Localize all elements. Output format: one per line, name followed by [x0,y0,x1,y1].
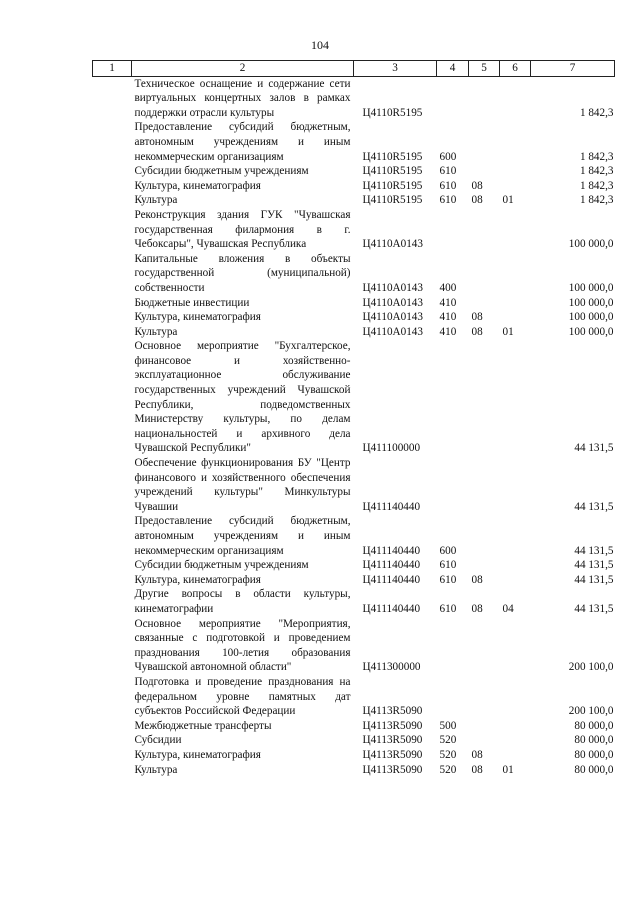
table-row [93,310,615,325]
row-name-cell: Культура [134,194,178,207]
row-name-cell: Культура [134,325,178,338]
row-name-cell: Капитальные вложения в объекты государственной (муниципальной) собственности [134,252,351,294]
row-amount-cell: 100 000,0 [568,311,614,324]
row-name-cell: Субсидии бюджетным учреждениям [134,165,309,178]
column-header: 3 [354,61,437,77]
row-subsection-cell [500,733,531,748]
row-section-cell: 08 [471,194,483,207]
table-row [93,514,615,558]
row-number-cell [93,193,132,208]
row-expense-type-cell: 610 [439,165,457,178]
table-header-row [93,61,615,77]
row-code-cell: Ц4110А0143 [362,296,423,309]
row-expense-type-cell [437,208,469,252]
row-code-cell: Ц4113R5090 [362,763,423,776]
table-row [93,120,615,164]
row-number-cell [93,164,132,179]
row-number-cell [93,296,132,311]
row-amount-cell: 80 000,0 [574,719,614,732]
row-section-cell: 08 [471,573,483,586]
row-number-cell [93,587,132,616]
row-code-cell: Ц4110А0143 [362,281,423,294]
table-row [93,763,615,778]
table-row [93,748,615,763]
row-code-cell: Ц411140440 [362,559,421,572]
row-amount-cell: 100 000,0 [568,325,614,338]
row-subsection-cell [500,208,531,252]
row-name-cell: Обеспечение функционирования БУ "Центр финансового и хозяйственного обеспечения учреждений культуры" Минкультуры Чувашии [134,457,351,513]
row-subsection-cell [500,339,531,456]
row-expense-type-cell [437,617,469,675]
column-header: 2 [132,61,354,77]
row-amount-cell: 1 842,3 [579,179,614,192]
row-number-cell [93,252,132,296]
row-subsection-cell [500,558,531,573]
row-code-cell: Ц4113R5090 [362,705,423,718]
row-name-cell: Другие вопросы в области культуры, кинематографии [134,588,351,615]
row-section-cell: 08 [471,763,483,776]
row-number-cell [93,208,132,252]
row-expense-type-cell: 500 [439,719,457,732]
row-amount-cell: 44 131,5 [574,573,614,586]
row-code-cell: Ц411140440 [362,544,421,557]
row-name-cell: Культура, кинематография [134,573,261,586]
row-section-cell [469,719,500,734]
row-code-cell: Ц4110А0143 [362,311,423,324]
row-code-cell: Ц4110R5195 [362,179,423,192]
row-code-cell: Ц4110R5195 [362,150,423,163]
row-number-cell [93,514,132,558]
row-code-cell: Ц4113R5090 [362,734,423,747]
row-name-cell: Культура, кинематография [134,179,261,192]
row-code-cell: Ц4110R5195 [362,194,423,207]
row-subsection-cell [500,252,531,296]
row-expense-type-cell: 610 [439,179,457,192]
table-row [93,325,615,340]
row-code-cell: Ц4113R5090 [362,719,423,732]
row-section-cell [469,339,500,456]
table-row [93,193,615,208]
row-code-cell: Ц411140440 [362,573,421,586]
row-subsection-cell: 01 [502,763,514,776]
row-name-cell: Культура, кинематография [134,748,261,761]
row-subsection-cell [500,456,531,514]
row-subsection-cell: 01 [502,325,514,338]
row-number-cell [93,675,132,719]
row-subsection-cell: 04 [502,602,514,615]
row-name-cell: Техническое оснащение и содержание сети виртуальных концертных залов в рамках поддержки отрасли культуры [134,77,351,119]
row-number-cell [93,748,132,763]
row-amount-cell: 1 842,3 [579,194,614,207]
row-code-cell: Ц4110А0143 [362,325,423,338]
table-row [93,164,615,179]
row-subsection-cell [500,120,531,164]
row-code-cell: Ц4110R5195 [362,106,423,119]
row-subsection-cell [500,179,531,194]
row-expense-type-cell: 610 [439,573,457,586]
row-expense-type-cell: 410 [439,325,457,338]
row-section-cell: 08 [471,311,483,324]
table-row [93,208,615,252]
row-subsection-cell [500,310,531,325]
row-amount-cell: 100 000,0 [568,281,614,294]
row-name-cell: Основное мероприятие "Мероприятия, связанные с подготовкой и проведением празднования 100-летия образования Чувашской автономной области" [134,617,351,674]
row-subsection-cell [500,164,531,179]
table-row [93,558,615,573]
row-code-cell: Ц411140440 [362,500,421,513]
row-name-cell: Подготовка и проведение празднования на федеральном уровне памятных дат субъектов Российской Федерации [134,675,351,718]
row-subsection-cell [500,617,531,675]
row-amount-cell: 80 000,0 [574,734,614,747]
row-section-cell [469,675,500,719]
row-expense-type-cell [437,339,469,456]
column-header: 5 [469,61,500,77]
row-expense-type-cell: 520 [439,748,457,761]
row-amount-cell: 200 100,0 [568,705,614,718]
table-row [93,296,615,311]
row-number-cell [93,719,132,734]
budget-table [92,60,615,777]
row-expense-type-cell: 410 [439,296,457,309]
row-section-cell: 08 [471,748,483,761]
row-section-cell: 08 [471,602,483,615]
row-name-cell: Бюджетные инвестиции [134,296,250,309]
row-section-cell [469,617,500,675]
row-expense-type-cell: 610 [439,194,457,207]
table-row [93,719,615,734]
row-amount-cell: 100 000,0 [568,238,614,251]
row-subsection-cell: 01 [502,194,514,207]
row-number-cell [93,120,132,164]
row-number-cell [93,558,132,573]
row-amount-cell: 44 131,5 [574,442,614,455]
row-code-cell: Ц4110R5195 [362,165,423,178]
row-expense-type-cell: 400 [439,281,457,294]
row-subsection-cell [500,675,531,719]
table-row [93,587,615,616]
row-section-cell: 08 [471,179,483,192]
row-name-cell: Предоставление субсидий бюджетным, автономным учреждениям и иным некоммерческим организациям [134,515,351,557]
column-header: 6 [500,61,531,77]
row-amount-cell: 44 131,5 [574,544,614,557]
row-name-cell: Культура, кинематография [134,311,261,324]
row-amount-cell: 44 131,5 [574,602,614,615]
table-row [93,675,615,719]
row-section-cell [469,120,500,164]
row-subsection-cell [500,719,531,734]
row-section-cell [469,296,500,311]
column-header: 7 [531,61,615,77]
row-amount-cell: 44 131,5 [574,559,614,572]
row-amount-cell: 80 000,0 [574,763,614,776]
row-name-cell: Субсидии [134,734,182,747]
row-expense-type-cell: 610 [439,559,457,572]
table-row [93,76,615,120]
row-section-cell [469,456,500,514]
row-number-cell [93,456,132,514]
row-subsection-cell [500,76,531,120]
table-row [93,617,615,675]
row-name-cell: Реконструкция здания ГУК "Чувашская государственная филармония в г. Чебоксары", Чувашская Республика [134,208,351,251]
row-number-cell [93,733,132,748]
row-section-cell [469,733,500,748]
row-section-cell [469,558,500,573]
row-section-cell [469,252,500,296]
row-number-cell [93,76,132,120]
row-number-cell [93,573,132,588]
row-name-cell: Предоставление субсидий бюджетным, автономным учреждениям и иным некоммерческим организациям [134,121,351,163]
row-subsection-cell [500,573,531,588]
row-section-cell [469,208,500,252]
row-subsection-cell [500,296,531,311]
page-number: 104 [311,38,329,52]
column-header: 1 [93,61,132,77]
row-expense-type-cell: 410 [439,311,457,324]
row-code-cell: Ц411140440 [362,602,421,615]
row-expense-type-cell [437,76,469,120]
row-number-cell [93,617,132,675]
table-row [93,339,615,456]
row-expense-type-cell: 600 [439,150,457,163]
row-number-cell [93,179,132,194]
table-row [93,573,615,588]
row-amount-cell: 44 131,5 [574,500,614,513]
table-row [93,252,615,296]
row-number-cell [93,310,132,325]
row-amount-cell: 1 842,3 [579,150,614,163]
table-row [93,733,615,748]
row-code-cell: Ц4110А0143 [362,238,423,251]
row-subsection-cell [500,748,531,763]
row-amount-cell: 80 000,0 [574,748,614,761]
column-header: 4 [437,61,469,77]
row-number-cell [93,325,132,340]
table-row [93,179,615,194]
row-amount-cell: 200 100,0 [568,661,614,674]
row-section-cell [469,76,500,120]
row-expense-type-cell [437,675,469,719]
row-amount-cell: 1 842,3 [579,106,614,119]
row-number-cell [93,763,132,778]
row-amount-cell: 100 000,0 [568,296,614,309]
table-row [93,456,615,514]
row-name-cell: Субсидии бюджетным учреждениям [134,559,309,572]
row-amount-cell: 1 842,3 [579,165,614,178]
row-section-cell: 08 [471,325,483,338]
row-expense-type-cell: 600 [439,544,457,557]
row-subsection-cell [500,514,531,558]
row-name-cell: Основное мероприятие "Бухгалтерское, финансовое и хозяйственно-эксплуатационное обслуживание государственных учреждений Чувашской Республики, подведомственных Министерству культуры, по делам национальностей и архивного дела Чувашской Республики" [134,340,351,455]
row-section-cell [469,164,500,179]
row-code-cell: Ц4113R5090 [362,748,423,761]
row-name-cell: Межбюджетные трансферты [134,719,272,732]
row-expense-type-cell: 610 [439,602,457,615]
row-expense-type-cell [437,456,469,514]
row-expense-type-cell: 520 [439,734,457,747]
row-name-cell: Культура [134,763,178,776]
row-code-cell: Ц411300000 [362,661,421,674]
row-section-cell [469,514,500,558]
row-number-cell [93,339,132,456]
row-expense-type-cell: 520 [439,763,457,776]
row-code-cell: Ц411100000 [362,442,421,455]
